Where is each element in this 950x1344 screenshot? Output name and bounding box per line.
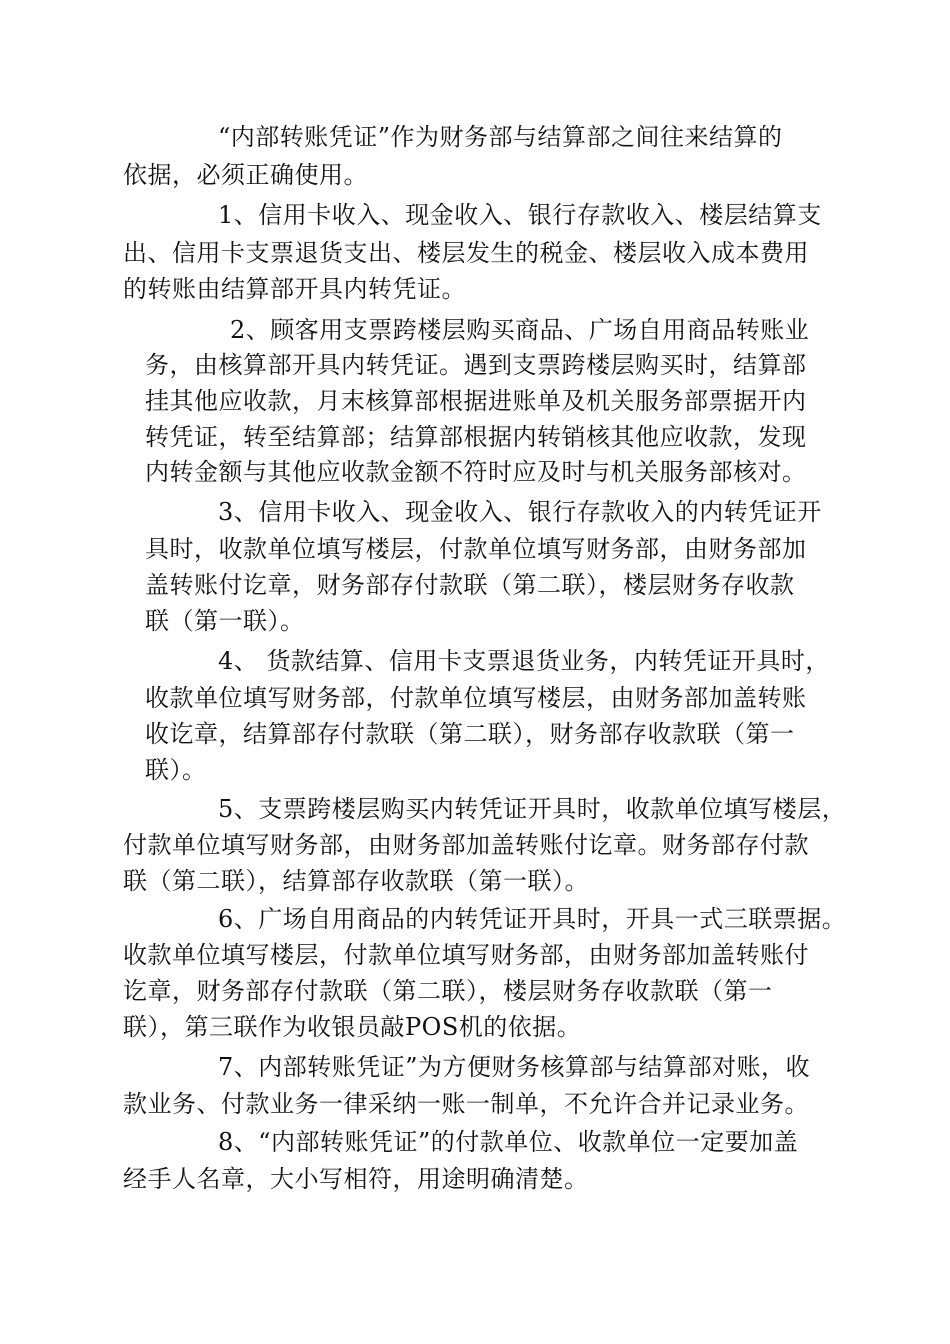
text-line: “内部转账凭证”作为财务部与结算部之间往来结算的 — [218, 123, 783, 151]
text-line: 8、“内部转账凭证”的付款单位、收款单位一定要加盖 — [218, 1128, 799, 1156]
text-line: 的转账由结算部开具内转凭证。 — [123, 275, 466, 303]
text-line: 4、 货款结算、信用卡支票退货业务，内转凭证开具时， — [218, 647, 830, 675]
text-line: 收款单位填写财务部，付款单位填写楼层，由财务部加盖转账 — [145, 684, 807, 712]
text-line: 经手人名章，大小写相符，用途明确清楚。 — [123, 1165, 589, 1193]
text-line: 7、内部转账凭证”为方便财务核算部与结算部对账，收 — [218, 1053, 811, 1081]
text-line: 1、信用卡收入、现金收入、银行存款收入、楼层结算支 — [218, 201, 822, 229]
text-line: 5、支票跨楼层购买内转凭证开具时，收款单位填写楼层， — [218, 795, 847, 823]
text-line: 联（第一联）。 — [145, 607, 305, 635]
text-line: 付款单位填写财务部，由财务部加盖转账付讫章。财务部存付款 — [123, 831, 809, 859]
text-line: 转凭证，转至结算部；结算部根据内转销核其他应收款，发现 — [145, 423, 807, 451]
text-line: 6、广场自用商品的内转凭证开具时，开具一式三联票据。 — [218, 905, 847, 933]
text-line: 联），第三联作为收银员敲POS机的依据。 — [123, 1013, 582, 1041]
text-line: 2、顾客用支票跨楼层购买商品、广场自用商品转账业 — [230, 316, 810, 344]
text-line: 联（第二联），结算部存收款联（第一联）。 — [123, 867, 589, 895]
text-line: 内转金额与其他应收款金额不符时应及时与机关服务部核对。 — [145, 458, 807, 486]
text-line: 联）。 — [145, 756, 207, 784]
text-line: 盖转账付讫章，财务部存付款联（第二联），楼层财务存收款 — [145, 571, 795, 599]
text-line: 出、信用卡支票退货支出、楼层发生的税金、楼层收入成本费用 — [123, 239, 809, 267]
text-line: 收款单位填写楼层，付款单位填写财务部，由财务部加盖转账付 — [123, 941, 809, 969]
text-line: 3、信用卡收入、现金收入、银行存款收入的内转凭证开 — [218, 498, 822, 526]
text-line: 挂其他应收款，月末核算部根据进账单及机关服务部票据开内 — [145, 387, 807, 415]
text-line: 依据，必须正确使用。 — [123, 161, 368, 189]
text-line: 款业务、付款业务一律采纳一账一制单，不允许合并记录业务。 — [123, 1090, 809, 1118]
text-line: 讫章，财务部存付款联（第二联），楼层财务存收款联（第一 — [123, 977, 773, 1005]
text-line: 具时，收款单位填写楼层，付款单位填写财务部，由财务部加 — [145, 535, 807, 563]
text-line: 收讫章，结算部存付款联（第二联），财务部存收款联（第一 — [145, 720, 795, 748]
text-line: 务，由核算部开具内转凭证。遇到支票跨楼层购买时，结算部 — [145, 351, 807, 379]
